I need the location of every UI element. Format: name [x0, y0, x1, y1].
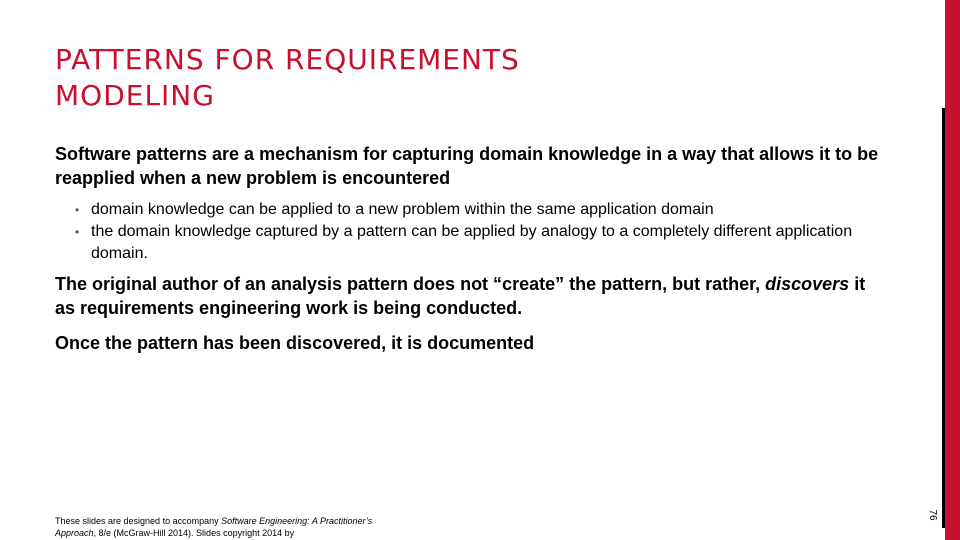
- bullet-item: [55, 199, 885, 221]
- slide-title: [55, 42, 855, 114]
- bullet-text: the domain knowledge captured by a pattern can be applied by analogy to a completely different application domain.: [91, 223, 853, 262]
- bullet-text: domain knowledge can be applied to a new problem within the same application domain: [91, 201, 714, 218]
- paragraph-original-author: [55, 272, 885, 320]
- page-number: 76: [927, 509, 938, 521]
- footer-text-start: These slides are designed to accompany: [55, 516, 222, 526]
- slide-title-line-2: MODELING: [55, 79, 215, 112]
- emphasis-discovers: discovers: [765, 274, 850, 294]
- footer-text-end: , 8/e (McGraw-Hill 2014). Slides copyright 2014 by: [93, 528, 295, 538]
- paragraph-documented: Once the pattern has been discovered, it is documented: [55, 333, 535, 353]
- red-side-bar: [945, 0, 960, 540]
- bullet-icon: •: [75, 203, 80, 217]
- bullet-item: [55, 221, 885, 265]
- paragraph-software-patterns: Software patterns are a mechanism for capturing domain knowledge in a way that allows it to be reapplied when a new problem is encountered: [55, 144, 879, 188]
- bullet-list: [55, 199, 885, 265]
- footer-book-title: Software Engineering: A Practitioner’s Approach: [55, 516, 373, 538]
- slide-title-line-1: PATTERNS FOR REQUIREMENTS: [55, 43, 520, 76]
- paragraph-original-author-end: it as requirements engineering work is being conducted.: [55, 274, 866, 318]
- paragraph-original-author-start: The original author of an analysis pattern does not “create” the pattern, but rather,: [55, 274, 766, 294]
- footer-credit: [55, 515, 415, 539]
- slide-body: [55, 142, 885, 355]
- black-side-bar: [942, 108, 945, 528]
- bullet-icon: •: [75, 225, 80, 239]
